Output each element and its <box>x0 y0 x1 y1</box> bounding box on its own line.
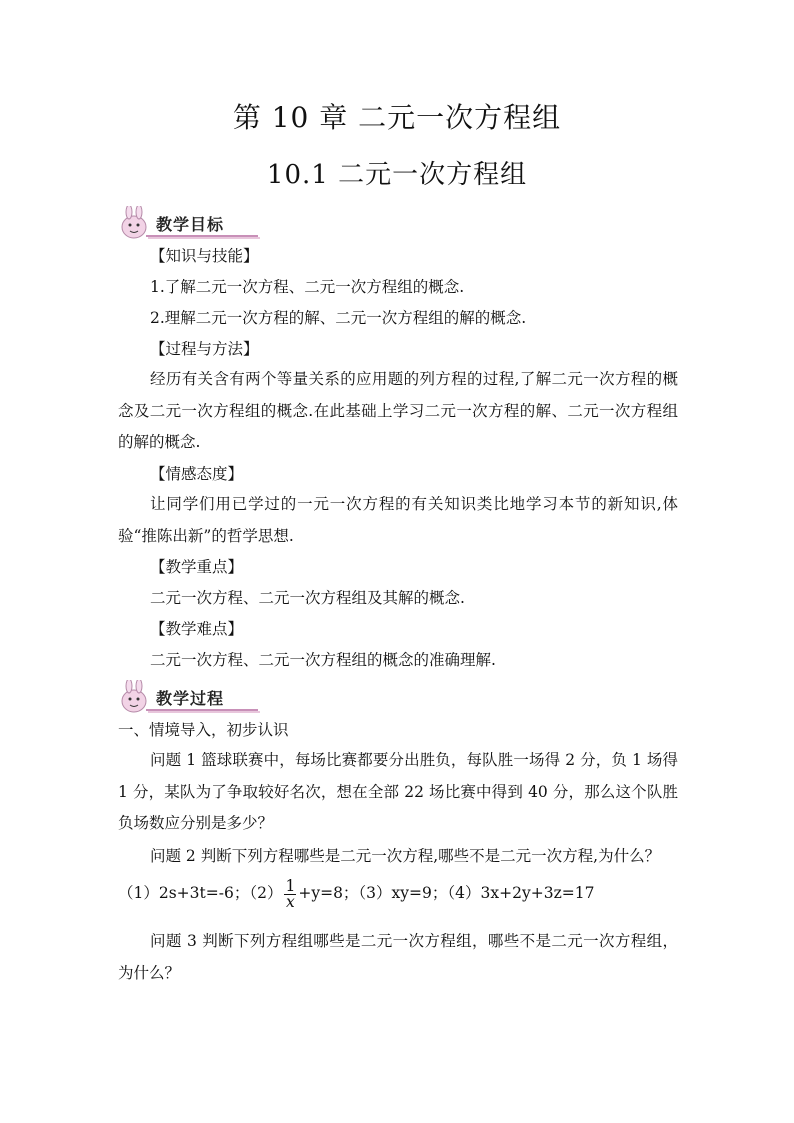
equation-list <box>118 876 594 910</box>
key-points-heading: 【教学重点】 <box>150 558 244 576</box>
badge-label: 教学过程 <box>156 689 225 708</box>
attitude-text: 让同学们用已学过的一元一次方程的有关知识类比地学习本节的新知识,体验“推陈出新”的哲学思想. <box>118 495 678 545</box>
method-text: 经历有关含有两个等量关系的应用题的列方程的过程,了解二元一次方程的概念及二元一次方程组的概念.在此基础上学习二元一次方程的解、二元一次方程组的解的概念. <box>118 370 678 451</box>
section-title: 10.1 二元一次方程组 <box>266 160 528 190</box>
attitude-heading: 【情感态度】 <box>150 465 244 483</box>
knowledge-heading: 【知识与技能】 <box>150 247 259 265</box>
problem-2-text: 问题 2 判断下列方程哪些是二元一次方程,哪些不是二元一次方程,为什么？ <box>150 847 661 865</box>
knowledge-item-1: 1.了解二元一次方程、二元一次方程组的概念. <box>150 278 465 296</box>
equation-part-1: （1）2s+3t=-6；（2） <box>118 884 283 902</box>
equation-part-2: +y=8；（3）xy=9；（4）3x+2y+3z=17 <box>298 884 595 902</box>
key-points-text: 二元一次方程、二元一次方程组及其解的概念. <box>150 589 465 607</box>
badge-label: 教学目标 <box>156 215 225 234</box>
section-heading-1: 一、情境导入，初步认识 <box>118 721 289 739</box>
knowledge-item-2: 2.理解二元一次方程的解、二元一次方程组的解的概念. <box>150 309 527 327</box>
fraction-denominator: x <box>286 892 295 911</box>
badge-teaching-process <box>118 680 266 714</box>
difficulty-text: 二元一次方程、二元一次方程组的概念的准确理解. <box>150 651 496 669</box>
problem-3-text: 问题 3 判断下列方程组哪些是二元一次方程组，哪些不是二元一次方程组，为什么？ <box>118 932 678 982</box>
method-heading: 【过程与方法】 <box>150 340 259 358</box>
fraction-numerator: 1 <box>285 876 296 895</box>
problem-1-text: 问题 1 篮球联赛中，每场比赛都要分出胜负，每队胜一场得 2 分，负 1 场得 1 分，某队为了争取较好名次，想在全部 22 场比赛中得到 40 分，那么这个队胜负场数应分别是多少？ <box>118 751 678 832</box>
difficulty-heading: 【教学难点】 <box>150 620 244 638</box>
badge-teaching-goals <box>118 206 266 240</box>
chapter-title: 第 10 章 二元一次方程组 <box>232 101 562 134</box>
fraction-one-over-x <box>284 876 296 911</box>
